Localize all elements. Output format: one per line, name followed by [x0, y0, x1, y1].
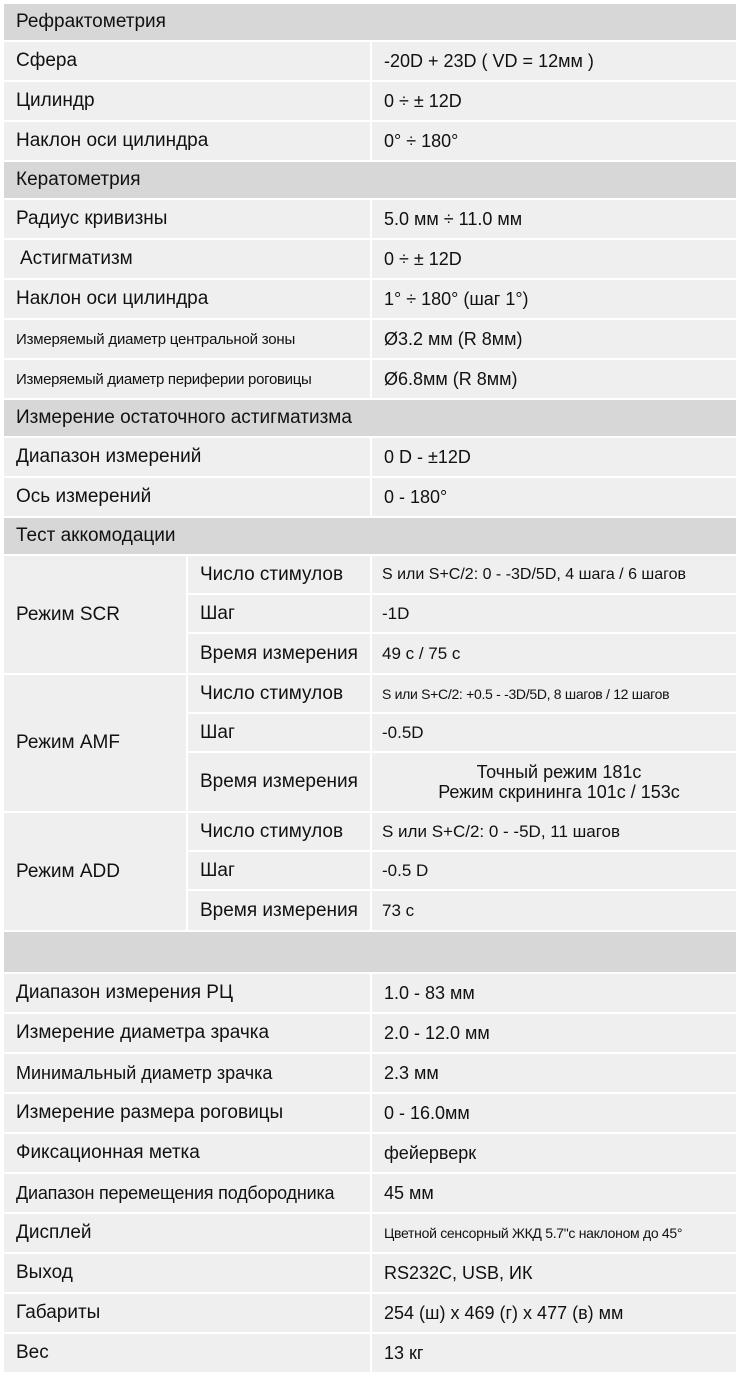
row-value: -0.5D [382, 722, 424, 742]
table-row [4, 438, 736, 478]
row-label: Наклон оси цилиндра [4, 280, 372, 318]
row-value: 0° ÷ 180° [384, 130, 459, 151]
row-value: 1° ÷ 180° (шаг 1°) [384, 288, 529, 309]
row-value: Ø6.8мм (R 8мм) [384, 368, 518, 389]
section-header-refractometry: Рефрактометрия [4, 4, 736, 42]
row-label: Число стимулов [188, 675, 372, 712]
table-row [188, 595, 736, 634]
row-label: Минимальный диаметр зрачка [4, 1054, 372, 1092]
row-value: -20D + 23D ( VD = 12мм ) [384, 50, 594, 71]
table-row [188, 813, 736, 852]
mode-group-add [4, 813, 736, 932]
row-label: Наклон оси цилиндра [4, 122, 372, 160]
table-row [4, 200, 736, 240]
table-row [4, 1134, 736, 1174]
row-label: Диапазон перемещения подбородника [4, 1174, 372, 1212]
row-value: Цветной сенсорный ЖКД 5.7"с наклоном до 45° [384, 1225, 683, 1241]
row-label: Время измерения [188, 634, 372, 673]
row-value: 5.0 мм ÷ 11.0 мм [384, 208, 523, 229]
row-label: Фиксационная метка [4, 1134, 372, 1172]
row-label: Измеряемый диаметр периферии роговицы [4, 360, 372, 398]
row-label: Диапазон измерения РЦ [4, 974, 372, 1012]
row-label: Число стимулов [188, 813, 372, 850]
row-value: 0 ÷ ± 12D [384, 248, 462, 269]
row-label: Измеряемый диаметр центральной зоны [4, 320, 372, 358]
row-value: Ø3.2 мм (R 8мм) [384, 328, 523, 349]
table-row [4, 280, 736, 320]
table-row [4, 42, 736, 82]
row-label: Диапазон измерений [4, 438, 372, 476]
row-value: 49 с / 75 с [382, 643, 461, 663]
row-label: Измерение размера роговицы [4, 1094, 372, 1132]
row-value [372, 753, 736, 811]
row-value: 13 кг [384, 1342, 424, 1363]
table-row [4, 1014, 736, 1054]
row-value: 0 D - ±12D [384, 446, 471, 467]
row-label: Измерение диаметра зрачка [4, 1014, 372, 1052]
row-label: Цилиндр [4, 82, 372, 120]
table-row [188, 714, 736, 753]
table-row [4, 360, 736, 400]
row-value: 0 ÷ ± 12D [384, 90, 462, 111]
row-label: Ось измерений [4, 478, 372, 516]
row-value: 1.0 - 83 мм [384, 982, 475, 1003]
table-row [4, 974, 736, 1014]
row-value: 254 (ш) х 469 (г) х 477 (в) мм [384, 1302, 624, 1323]
row-value: 0 - 16.0мм [384, 1102, 470, 1123]
row-value: -0.5 D [382, 860, 429, 880]
table-row [4, 478, 736, 518]
row-label: Дисплей [4, 1214, 372, 1252]
row-value: 0 - 180° [384, 486, 448, 507]
table-row [4, 1334, 736, 1374]
section-header-blank [4, 932, 736, 974]
table-row [4, 1254, 736, 1294]
row-value-line: Точный режим 181с [476, 762, 642, 782]
row-label: Число стимулов [188, 556, 372, 593]
section-header-accommodation: Тест аккомодации [4, 518, 736, 556]
mode-group-scr [4, 556, 736, 675]
row-value: 45 мм [384, 1182, 434, 1203]
table-row [188, 675, 736, 714]
row-label: Радиус кривизны [4, 200, 372, 238]
table-row [4, 1294, 736, 1334]
table-row [188, 753, 736, 811]
table-row [4, 82, 736, 122]
table-row [188, 634, 736, 673]
mode-group-amf [4, 675, 736, 813]
row-label: Габариты [4, 1294, 372, 1332]
section-header-keratometry: Кератометрия [4, 162, 736, 200]
row-label: Сфера [4, 42, 372, 80]
row-label: Шаг [188, 714, 372, 751]
row-label: Выход [4, 1254, 372, 1292]
row-value: 2.3 мм [384, 1062, 439, 1083]
row-value: -1D [382, 603, 410, 623]
table-row [188, 556, 736, 595]
section-header-astigmatism: Измерение остаточного астигматизма [4, 400, 736, 438]
table-row [4, 320, 736, 360]
mode-name: Режим ADD [4, 813, 188, 930]
table-row [4, 1054, 736, 1094]
row-label: Шаг [188, 852, 372, 889]
table-row [4, 240, 736, 280]
table-row [4, 122, 736, 162]
row-label: Астигматизм [4, 240, 372, 278]
row-value-line: Режим скрининга 101с / 153с [438, 782, 680, 802]
row-label: Время измерения [188, 891, 372, 930]
table-row [188, 891, 736, 930]
row-value: S или S+C/2: 0 - -3D/5D, 4 шага / 6 шагов [382, 565, 687, 583]
row-value: S или S+C/2: 0 - -5D, 11 шагов [382, 821, 621, 841]
row-value: RS232C, USB, ИК [384, 1262, 533, 1283]
row-value: 73 с [382, 900, 415, 920]
table-row [4, 1174, 736, 1214]
row-value: 2.0 - 12.0 мм [384, 1022, 490, 1043]
table-row [4, 1214, 736, 1254]
row-label: Вес [4, 1334, 372, 1372]
table-row [188, 852, 736, 891]
row-label: Время измерения [188, 753, 372, 811]
mode-name: Режим AMF [4, 675, 188, 811]
row-value: фейерверк [384, 1142, 477, 1163]
row-value: S или S+C/2: +0.5 - -3D/5D, 8 шагов / 12 шагов [382, 685, 670, 702]
spec-table [4, 4, 736, 1374]
row-label: Шаг [188, 595, 372, 632]
table-row [4, 1094, 736, 1134]
mode-name: Режим SCR [4, 556, 188, 673]
